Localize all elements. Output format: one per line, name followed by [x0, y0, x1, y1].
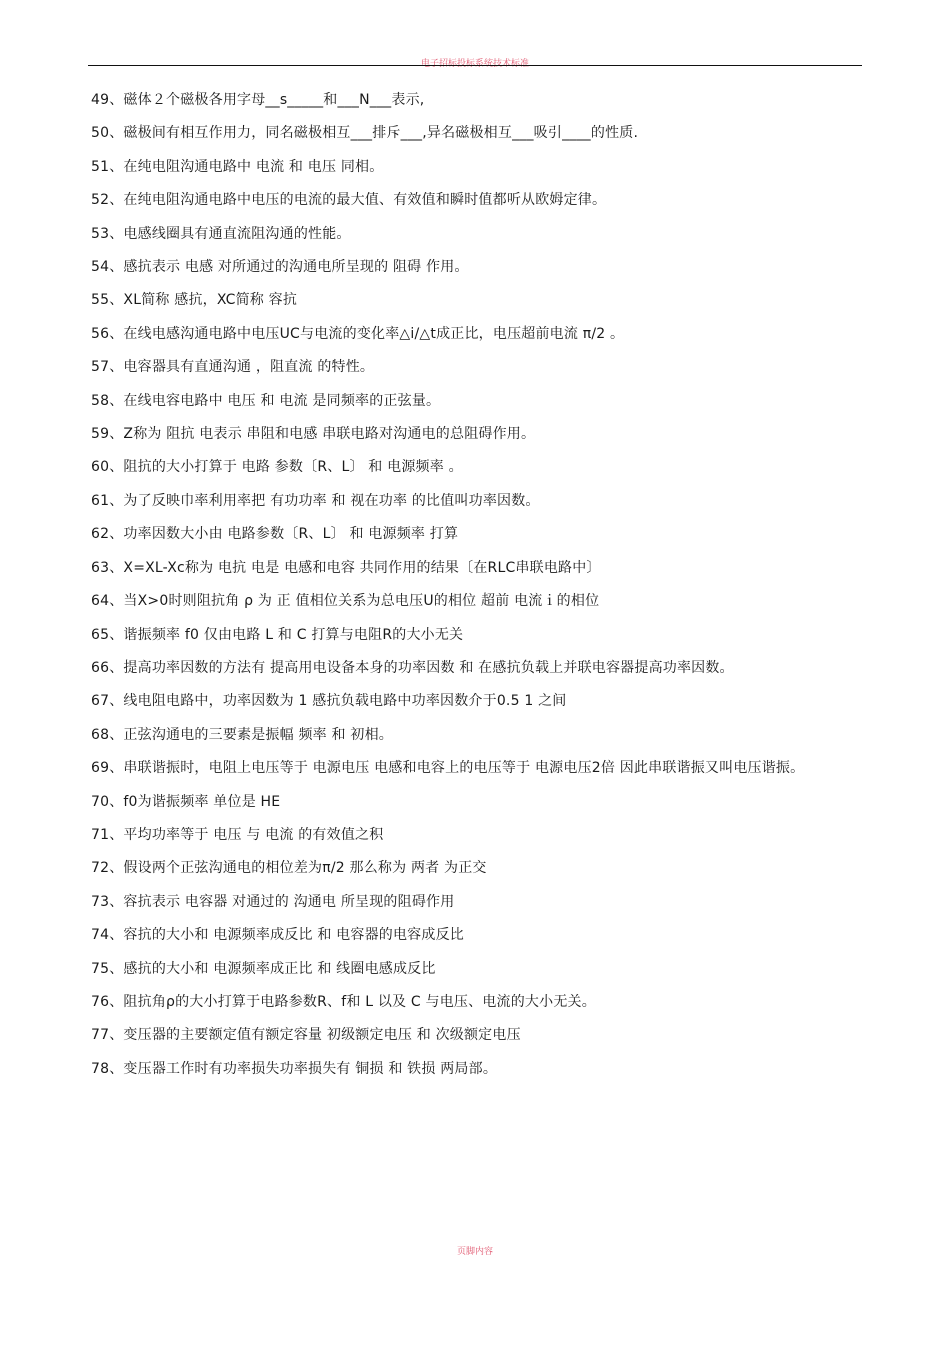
- list-item: 75、感抗的大小和 电源频率成正比 和 线圈电感成反比: [91, 960, 436, 977]
- list-item: 54、感抗表示 电感 对所通过的沟通电所呈现的 阻碍 作用。: [91, 259, 469, 276]
- question-list: [91, 84, 861, 1086]
- list-item: 60、阻抗的大小打算于 电路 参数〔R、L〕 和 电源频率 。: [91, 459, 463, 476]
- list-item: 66、提高功率因数的方法有 提高用电设备本身的功率因数 和 在感抗负载上并联电容器提高功率因数。: [91, 659, 734, 676]
- list-item: 78、变压器工作时有功率损失功率损失有 铜损 和 铁损 两局部。: [91, 1060, 498, 1077]
- page-header: 电子招标投标系统技术标准: [420, 59, 529, 69]
- list-item: 72、假设两个正弦沟通电的相位差为π/2 那么称为 两者 为正交: [91, 860, 487, 877]
- list-item: 74、容抗的大小和 电源频率成反比 和 电容器的电容成反比: [91, 927, 464, 944]
- list-item: 77、变压器的主要额定值有额定容量 初级额定电压 和 次级额定电压: [91, 1027, 521, 1044]
- list-item: 49、磁体２个磁极各用字母__s_____和___N___表示,: [91, 92, 425, 108]
- list-item: 57、电容器具有直通沟通 ，阻直流 的特性。: [91, 359, 375, 376]
- list-item: 56、在线电感沟通电路中电压UC与电流的变化率△i/△t成正比，电压超前电流 π/2 。: [91, 325, 625, 342]
- list-item: 64、当X>0时则阻抗角 ρ 为 正 值相位关系为总电压U的相位 超前 电流ｉ的相位: [91, 593, 600, 610]
- list-item: 63、X=XL-Xc称为 电抗 电是 电感和电容 共同作用的结果〔在RLC串联电路中〕: [91, 559, 601, 576]
- page-footer: 页脚内容: [456, 1247, 493, 1257]
- list-item: 65、谐振频率 f0 仅由电路 L 和 C 打算与电阻R的大小无关: [91, 626, 464, 643]
- header-rule: [88, 65, 862, 66]
- list-item: 70、f0为谐振频率 单位是 HE: [91, 793, 281, 810]
- list-item: 73、容抗表示 电容器 对通过的 沟通电 所呈现的阻碍作用: [91, 893, 455, 910]
- list-item: 67、线电阻电路中，功率因数为 1 感抗负载电路中功率因数介于0.5 1 之间: [91, 693, 567, 710]
- list-item: 59、Z称为 阻抗 电表示 串阻和电感 串联电路对沟通电的总阻碍作用。: [91, 426, 536, 443]
- list-item: 55、XL简称 感抗，XC简称 容抗: [91, 292, 298, 309]
- list-item: 62、功率因数大小由 电路参数〔R、L〕 和 电源频率 打算: [91, 526, 459, 543]
- list-item: 58、在线电容电路中 电压 和 电流 是同频率的正弦量。: [91, 392, 441, 409]
- list-item: 68、正弦沟通电的三要素是振幅 频率 和 初相。: [91, 726, 393, 743]
- list-item: 52、在纯电阻沟通电路中电压的电流的最大值、有效值和瞬时值都听从欧姆定律。: [91, 192, 607, 209]
- list-item: 53、电感线圈具有通直流阻沟通的性能。: [91, 225, 351, 242]
- list-item: 50、磁极间有相互作用力，同名磁极相互___排斥___,异名磁极相互___吸引____的性质.: [91, 125, 639, 142]
- list-item: 69、串联谐振时，电阻上电压等于 电源电压 电感和电容上的电压等于 电源电压2倍 因此串联谐振又叫电压谐振。: [91, 760, 805, 777]
- list-item: 61、为了反映巾率利用率把 有功功率 和 视在功率 的比值叫功率因数。: [91, 492, 540, 509]
- list-item: 71、平均功率等于 电压 与 电流 的有效值之积: [91, 826, 384, 843]
- list-item: 76、阻抗角ρ的大小打算于电路参数R、f和 L 以及 C 与电压、电流的大小无关。: [91, 993, 596, 1010]
- list-item: 51、在纯电阻沟通电路中 电流 和 电压 同相。: [91, 158, 384, 175]
